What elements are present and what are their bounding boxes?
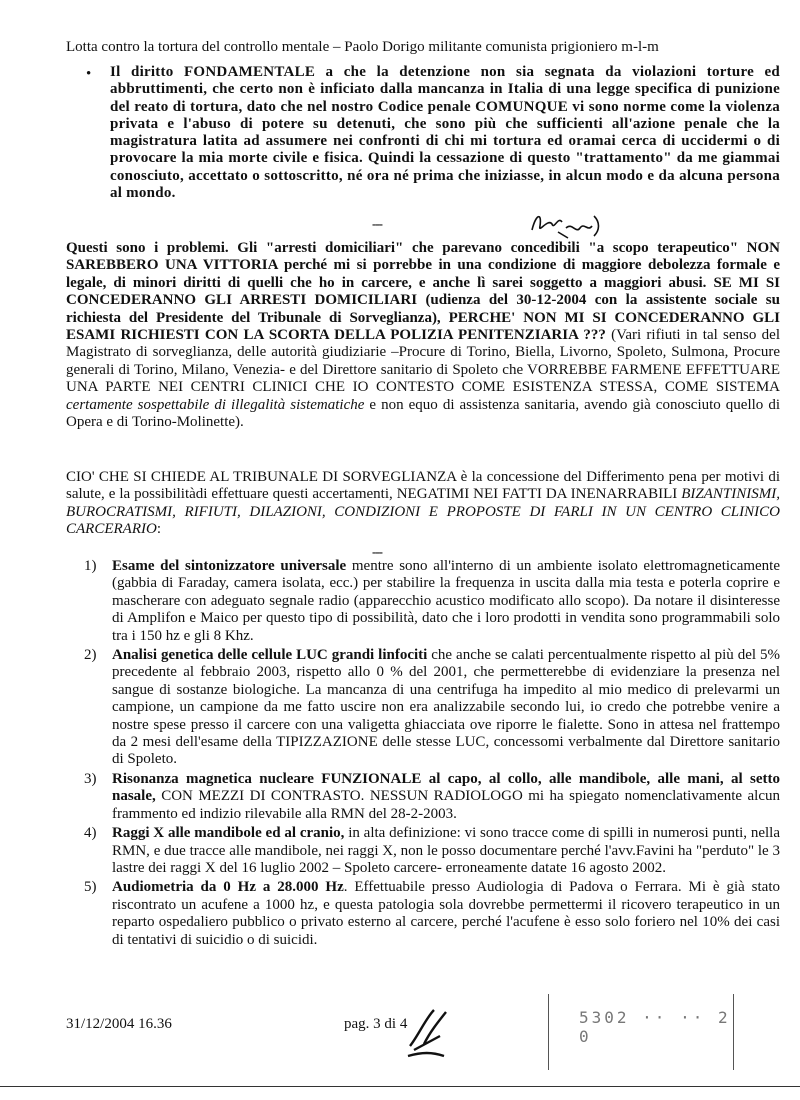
bullet-text: Il diritto FONDAMENTALE a che la detenzione non sia segnata da violazioni torture ed abbruttimenti, che certo non è inficiato dalla mancanza in Italia di una legge specifica di punizione del reato di tortura, dato che nel nostro Codice penale COMUNQUE vi sono norme come la violenza privata e l'abuso di potere su detenuti, che sono più che sufficienti all'azione penale che la magistratura latita ad assumere nei confronti di chi mi tortura ed oramai cerca di uccidermi o di provocare la mia morte civile e fisica. Quindi la cessazione di questo "trattamento" da me giammai conosciuto, accettato o sottoscritto, né ora né prima che iniziasse, in alcun modo e da alcuna persona al mondo. (110, 64, 780, 202)
paragraph-request-end: : (156, 521, 161, 538)
paragraph-problems-italic: certamente sospettabile di illegalità sistematiche (66, 396, 365, 413)
stamp-text: 5302 ·· ·· 2 0 (579, 1008, 731, 1046)
separator: --- (372, 544, 382, 559)
exam-list (84, 558, 780, 949)
list-item-text: che anche se calati percentualmente rispetto al più del 5% precedente al febbraio 2003, rispetto allo 0 % del 2001, che permetterebbe di evidenziare la presenza nel sangue di sostanze biologiche. La mancanza di una centrifuga ha impedito al mio medico di prelevarmi un campione, un campione da me fatto uscire non era analizzabile secondo lui, io credo che potrebbe venire a nostre spese presso il carcere con una valigetta ghiacciata ove riporre le fialette. Sono in attesa nel frattempo da 2 mesi dell'esame della TIPIZZAZIONE delle stesse LUC, concessomi verbalmente dal Direttore sanitario di Spoleto. (112, 647, 780, 768)
paragraph-problems-bold: Questi sono i problemi. Gli "arresti domiciliari" che parevano concedibili "a scopo terapeutico" NON SAREBBERO UNA VITTORIA perché mi si porrebbe in una condizione di maggiore debolezza formale e legale, di minori diritti di quelli che ho in carcere, e anche lì sarei soggetto a maggiori abusi. SE MI SI CONCEDERANNO GLI ARRESTI DOMICILIARI (udienza del 30-12-2004 con la assistente sociale su richiesta del Presidente del Tribunale di Sorveglianza), PERCHE' NON MI SI CONCEDERANNO GLI ESAMI RICHIESTI CON LA SCORTA DELLA POLIZIA PENITENZIARIA ??? (66, 240, 780, 344)
paragraph-request (66, 469, 780, 539)
list-item-number: 2) (84, 647, 97, 664)
list-item (84, 647, 780, 769)
list-item-title: Analisi genetica delle cellule LUC grandi linfociti (112, 647, 428, 664)
paragraph-problems (66, 240, 780, 431)
list-item (84, 825, 780, 877)
page-number: pag. 3 di 4 (344, 1016, 408, 1032)
handwritten-annotation (528, 208, 608, 244)
list-item-number: 5) (84, 879, 97, 896)
bullet-dot-icon: • (86, 66, 92, 82)
bottom-rule (0, 1086, 800, 1087)
list-item-text: CON MEZZI DI CONTRASTO. NESSUN RADIOLOGO mi ha spiegato nomenclativamente alcun frammento ed indizio rilevabile alla RMN del 28-2-2003. (112, 788, 780, 822)
paragraph-problems-text: (Vari rifiuti in tal senso del Magistrato di sorveglianza, delle autorità giudiziarie –Procure di Torino, Biella, Livorno, Spoleto, Sulmona, Procure generali di Torino, Milano, Venezia- e del Direttore sanitario di Spoleto che VORREBBE FARMENE EFFETTUARE UNA PARTE NEI CENTRI CLINICI CHE IO CONTESTO COME ESISTENZA STESSA, COME SISTEMA (66, 327, 780, 396)
list-item-number: 1) (84, 558, 97, 574)
list-item-text: . Effettuabile presso Audiologia di Padova o Ferrara. Mi è già stato riscontrato un acufene a 1000 hz, e questa patologia sola dovrebbe permettermi il ricovero terapeutico in un reparto ospedaliero pubblico o privato esterno al carcere, perché l'acufene è esso solo foriero nel 10% dei casi di tentativi di suicidio o di suicidi. (112, 879, 780, 948)
list-item-number: 4) (84, 825, 97, 842)
separator: --- (372, 216, 382, 231)
list-item (84, 771, 780, 823)
list-item-title: Esame del sintonizzatore universale (112, 558, 347, 574)
paragraph-request-italic: BIZANTINISMI, BUROCRATISMI, RIFIUTI, DILAZIONI, CONDIZIONI E PROPOSTE DI FARLI IN UN CENTRO CLINICO CARCERARIO (66, 486, 780, 538)
paragraph-request-text: CIO' CHE SI CHIEDE AL TRIBUNALE DI SORVEGLIANZA è la concessione del Differimento pena per motivi di salute, e la possibilitàdi effettuare questi accertamenti, NEGATIMI NEI FATTI DA INENARRABILI (66, 469, 780, 503)
list-item-text: mentre sono all'interno di un ambiente isolato elettromagneticamente (gabbia di Faraday, camera isolata, ecc.) per stabilire la frequenza in uscita dalla mia testa e poterla coprire e mascherare con adeguato segnale radio (apparecchio acustico modificato allo scopo). Da notare il disinteresse di Amplifon e Maico per questo tipo di possibilità, dato che i loro prodotti in vendita sono programmabili solo tra i 150 hz e gli 8 Khz. (112, 558, 780, 644)
paragraph-problems-end: e non equo di assistenza sanitaria, avendo già conosciuto quello di Opera e di Torino-Molinette). (66, 396, 780, 431)
list-item-title: Audiometria da 0 Hz a 28.000 Hz (112, 879, 344, 896)
list-item (84, 879, 780, 949)
footer-date: 31/12/2004 16.36 (66, 1016, 172, 1032)
page-header: Lotta contro la tortura del controllo mentale – Paolo Dorigo militante comunista prigioniero m-l-m (66, 39, 659, 55)
office-stamp (548, 994, 734, 1070)
list-item-title: Risonanza magnetica nucleare FUNZIONALE al capo, al collo, alle mandibole, alle mani, al setto nasale, (112, 770, 780, 805)
list-item-text: in alta definizione: vi sono tracce come di spilli in numerosi punti, nella RMN, e due tracce alle mandibole, nei raggi X, non le posso documentare perché l'avv.Favini ha "perduto" le 3 lastre dei raggi X del 16 luglio 2002 – Spoleto carcere- erroneamente datate 16 agosto 2002. (112, 825, 780, 876)
signature-mark (404, 1006, 452, 1062)
list-item-number: 3) (84, 770, 97, 787)
list-item (84, 558, 780, 645)
bullet-item (86, 64, 780, 202)
list-item-title: Raggi X alle mandibole ed al cranio, (112, 825, 345, 842)
